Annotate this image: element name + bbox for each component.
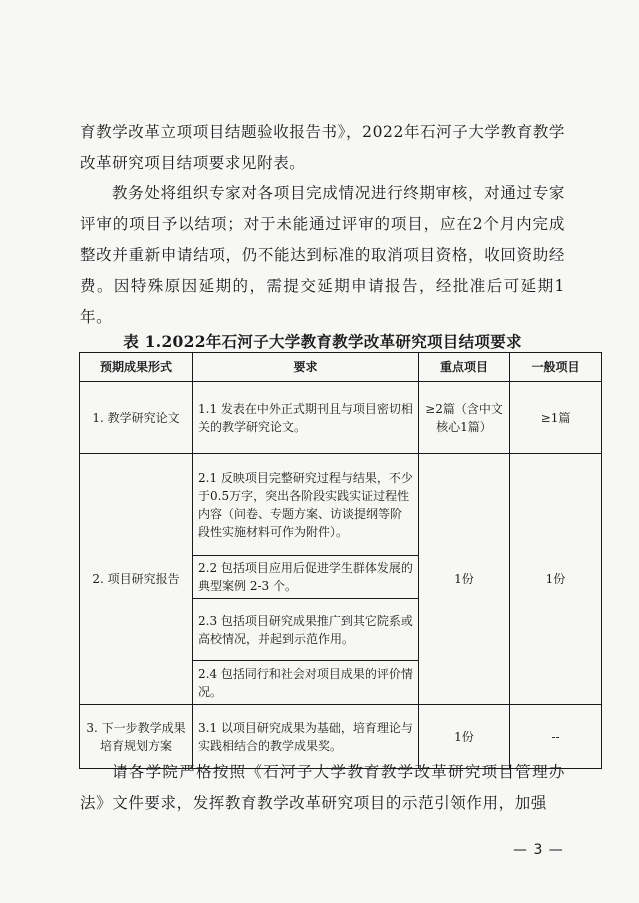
row2-form: 2. 项目研究报告 — [80, 454, 193, 705]
row1-general: ≥1篇 — [510, 382, 602, 454]
row3-form: 3. 下一步教学成果培育规划方案 — [80, 705, 193, 769]
row1-requirement: 1.1 发表在中外正式期刊且与项目密切相关的教学研究论文。 — [193, 382, 419, 454]
header-general-project: 一般项目 — [510, 353, 602, 382]
table-header-row — [80, 353, 602, 382]
row3-general: -- — [510, 705, 602, 769]
row2-requirement-1: 2.1 反映项目完整研究过程与结果，不少于0.5万字，突出各阶段实践实证过程性内容（问卷、专题方案、访谈提纲等阶段性实施材料可作为附件）。 — [193, 454, 419, 556]
header-form: 预期成果形式 — [80, 353, 193, 382]
header-key-project: 重点项目 — [419, 353, 510, 382]
page-number: — 3 — — [513, 842, 564, 858]
row2-requirement-3: 2.3 包括项目研究成果推广到其它院系或高校情况，并起到示范作用。 — [193, 599, 419, 661]
header-requirement: 要求 — [193, 353, 419, 382]
row1-key: ≥2篇（含中文核心1篇） — [419, 382, 510, 454]
row3-requirement: 3.1 以项目研究成果为基础，培育理论与实践相结合的教学成果奖。 — [193, 705, 419, 769]
row2-key: 1份 — [419, 454, 510, 705]
paragraph-closing: 请各学院严格按照《石河子大学教育教学改革研究项目管理办法》文件要求，发挥教育教学改革研究项目的示范引领作用，加强 — [80, 763, 565, 812]
requirements-table — [79, 352, 602, 769]
paragraph-intro: 育教学改革立项项目结题验收报告书》，2022年石河子大学教育教学改革研究项目结项要求见附表。 — [80, 123, 565, 172]
table-title: 表 1.2022年石河子大学教育教学改革研究项目结项要求 — [123, 332, 522, 351]
row2-requirement-2: 2.2 包括项目应用后促进学生群体发展的典型案例 2-3 个。 — [193, 556, 419, 599]
row2-general: 1份 — [510, 454, 602, 705]
table-row — [80, 382, 602, 454]
paragraph-review: 教务处将组织专家对各项目完成情况进行终期审核，对通过专家评审的项目予以结项；对于未能通过评审的项目，应在2个月内完成整改并重新申请结项，仍不能达到标准的取消项目资格，收回资助经费。因特殊原因延期的，需提交延期申请报告，经批准后可延期1年。 — [80, 184, 565, 326]
row1-form: 1. 教学研究论文 — [80, 382, 193, 454]
table-row — [80, 454, 602, 556]
row2-requirement-4: 2.4 包括同行和社会对项目成果的评价情况。 — [193, 661, 419, 705]
row3-key: 1份 — [419, 705, 510, 769]
